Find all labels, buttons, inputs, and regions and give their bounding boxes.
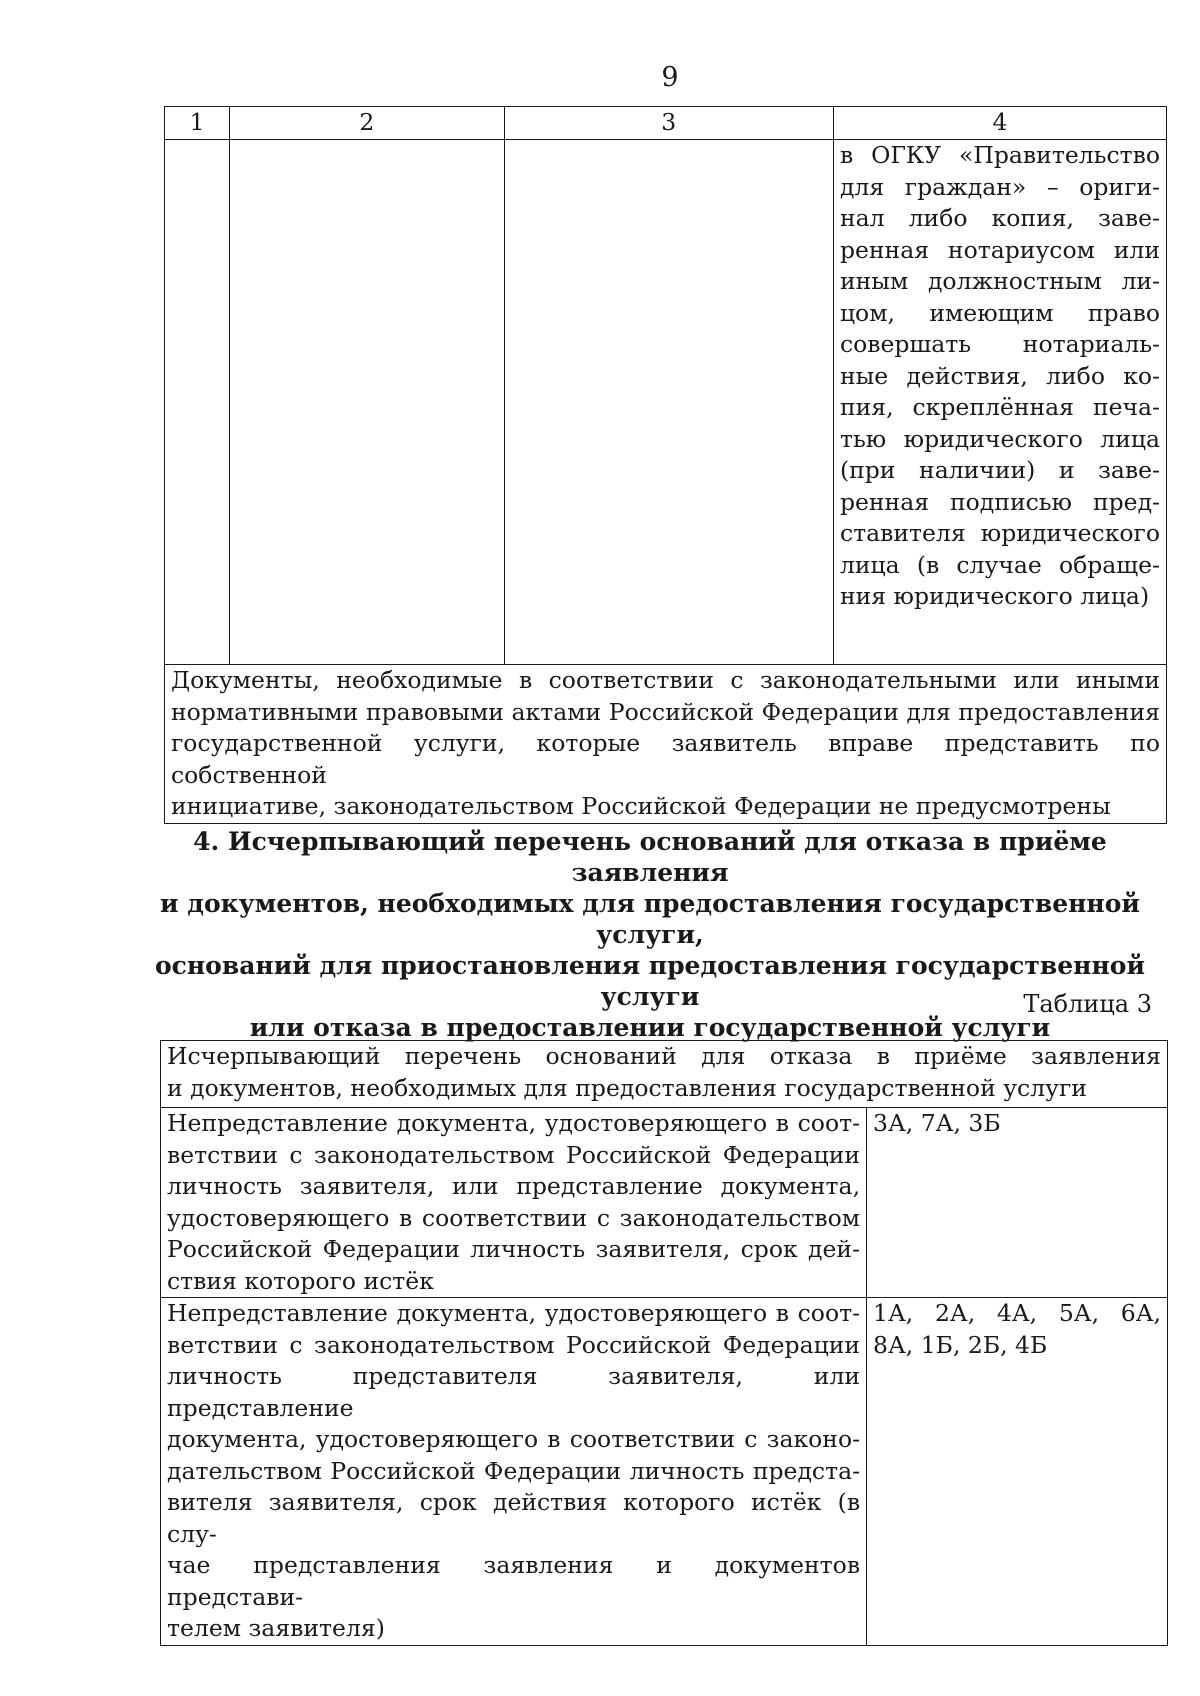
refusal-ground-text (161, 1108, 867, 1298)
section-heading (150, 826, 1150, 1043)
table-row (165, 140, 1167, 665)
text-line: вителя заявителя, срок действия которого истёк (в слу- (167, 1488, 861, 1548)
page-number: 9 (661, 62, 679, 93)
cell-line: (при наличии) и заве- (839, 456, 1160, 484)
note-line: Документы, необходимые в соответствии с законодательными или иными (171, 666, 1160, 694)
text-line: чае представления заявления и документов представи- (167, 1551, 861, 1611)
text-line: ветствии с законодательством Российской Федерации (167, 1330, 861, 1359)
table-row (161, 1298, 1168, 1646)
heading-line: или отказа в предоставлении государственной услуги (249, 1013, 1051, 1042)
codes-line: 8А, 1Б, 2Б, 4Б (873, 1330, 1048, 1359)
text-line: телем заявителя) (167, 1614, 385, 1642)
table-note-row (165, 665, 1167, 824)
text-line: дательством Российской Федерации личность предста- (167, 1456, 861, 1485)
text-line: Российской Федерации личность заявителя, срок дей- (167, 1235, 861, 1263)
optional-documents-note (165, 665, 1167, 824)
note-line: нормативными правовыми актами Российской Федерации для предоставления (171, 697, 1160, 726)
text-line: Непредставление документа, удостоверяющего в соот- (167, 1109, 861, 1137)
table-row (161, 1108, 1168, 1298)
text-line: удостоверяющего в соответствии с законодательством (167, 1203, 861, 1232)
cell-line: пия, скреплённая печа- (839, 393, 1160, 421)
column-number-4: 4 (833, 107, 1166, 140)
codes-line: 3А, 7А, 3Б (873, 1109, 1001, 1137)
document-requirements-cell (833, 140, 1166, 665)
cell-line: тью юридического лица (839, 424, 1160, 453)
cell-line: для граждан» – ориги- (839, 172, 1160, 201)
cell-line: нал либо копия, заве- (839, 204, 1160, 232)
documents-table-continuation (164, 106, 1167, 824)
column-number-2: 2 (230, 107, 504, 140)
heading-line: и документов, необходимых для предоставления государственной услуги, (160, 889, 1140, 949)
cell-line: лица (в случае обраще- (839, 550, 1160, 579)
column-number-1: 1 (165, 107, 230, 140)
text-line: ветствии с законодательством Российской Федерации (167, 1140, 861, 1169)
text-line: личность заявителя, или представление документа, (167, 1172, 861, 1200)
cell-line: ренная подписью пред- (839, 487, 1160, 516)
cell-line: совершать нотариаль- (839, 330, 1160, 358)
codes-line: 1А, 2А, 4А, 5А, 6А, (873, 1299, 1161, 1327)
heading-line: 4. Исчерпывающий перечень оснований для отказа в приёме заявления (193, 827, 1107, 887)
text-line: личность представителя заявителя, или представление (167, 1362, 861, 1422)
table-label: Таблица 3 (1023, 990, 1152, 1018)
cell-line: ные действия, либо ко- (839, 361, 1160, 390)
cell-line: ставителя юридического (839, 519, 1160, 547)
refusal-ground-codes (867, 1108, 1168, 1298)
cell-line: ния юридического лица) (839, 582, 1150, 610)
column-number-3: 3 (504, 107, 833, 140)
empty-cell-col2 (230, 140, 504, 665)
note-line: государственной услуги, которые заявитель вправе представить по собственной (171, 729, 1160, 789)
empty-cell-col1 (165, 140, 230, 665)
table-header-row (161, 1041, 1168, 1108)
table-column-numbers-row (165, 107, 1167, 140)
header-line: Исчерпывающий перечень оснований для отказа в приёме заявления (167, 1042, 1161, 1070)
text-line: Непредставление документа, удостоверяющего в соот- (167, 1299, 861, 1327)
heading-line: оснований для приостановления предоставления государственной услуги (154, 951, 1145, 1011)
text-line: документа, удостоверяющего в соответствии с законо- (167, 1425, 861, 1453)
refusal-ground-codes (867, 1298, 1168, 1646)
cell-line: ренная нотариусом или (839, 235, 1160, 264)
header-line: и документов, необходимых для предоставления государственной услуги (167, 1073, 1087, 1102)
cell-line: цом, имеющим право (839, 298, 1160, 327)
refusal-grounds-table (160, 1040, 1168, 1646)
cell-line: иным должностным ли- (839, 267, 1160, 295)
text-line: ствия которого истёк (167, 1266, 434, 1295)
refusal-ground-text (161, 1298, 867, 1646)
empty-cell-col3 (504, 140, 833, 665)
note-line: инициативе, законодательством Российской Федерации не предусмотрены (171, 792, 1111, 820)
cell-line: в ОГКУ «Правительство (839, 141, 1160, 169)
table-header-cell (161, 1041, 1168, 1108)
